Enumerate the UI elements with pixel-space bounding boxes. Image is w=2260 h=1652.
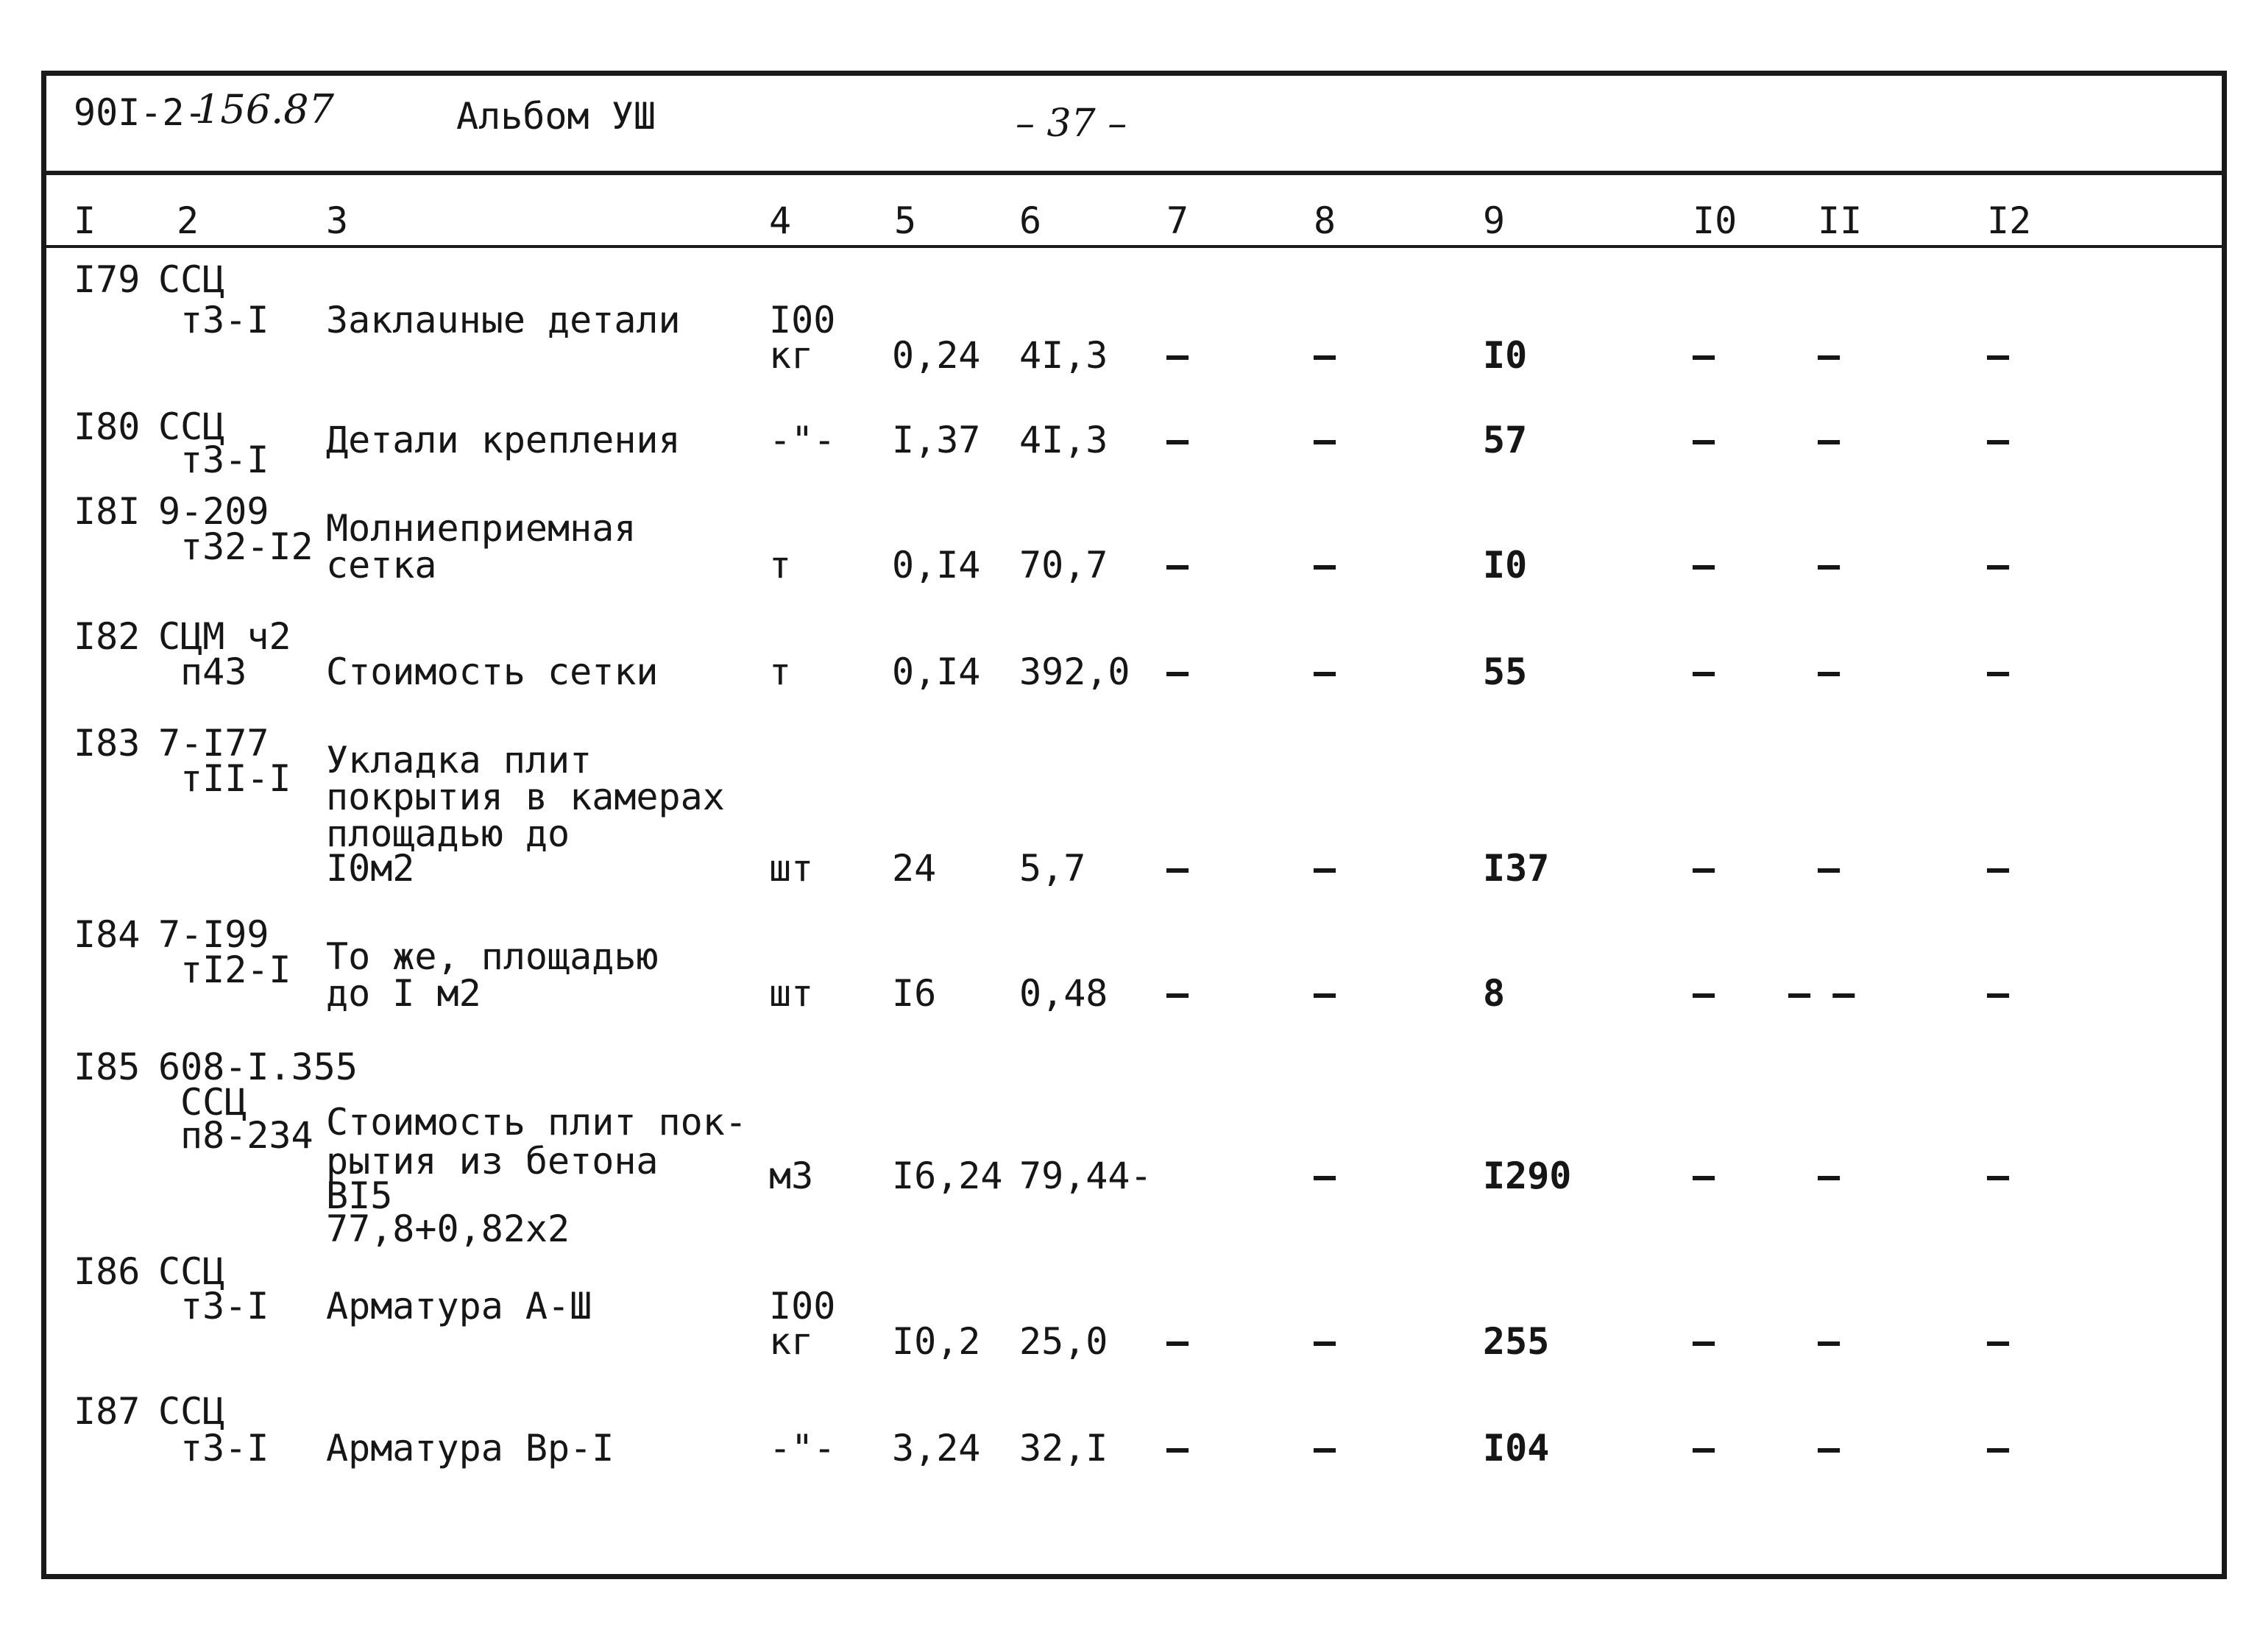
row-total: I0 [1483, 334, 1528, 377]
row-unit-line: т [769, 650, 792, 693]
row-quantity: I0,2 [892, 1320, 981, 1363]
row-col11: – [1818, 334, 1841, 377]
row-col10: – [1693, 544, 1715, 586]
row-code-line: тI2-I [180, 949, 291, 991]
column-header-5: 5 [894, 199, 917, 242]
row-total: I04 [1483, 1427, 1550, 1470]
row-unit-line: -"- [769, 419, 836, 461]
row-col12: – [1987, 1155, 2010, 1197]
row-quantity: 3,24 [892, 1427, 981, 1470]
row-code-line: т3-I [180, 1427, 269, 1470]
row-price: 79,44- [1019, 1155, 1152, 1197]
row-col7: – [1166, 544, 1189, 586]
row-unit-line: кг [769, 1320, 814, 1363]
doc-code-printed: 90I-2- [74, 91, 207, 134]
row-name-line: I0м2 [326, 847, 415, 890]
row-price: 392,0 [1019, 650, 1130, 693]
row-col7: – [1166, 972, 1189, 1015]
row-code-line: ССЦ [180, 1081, 247, 1124]
row-col12: – [1987, 972, 2010, 1015]
row-price: 4I,3 [1019, 419, 1108, 461]
row-name-line: сетка [326, 544, 437, 586]
row-col8: – [1314, 650, 1336, 693]
row-unit-line: шт [769, 972, 814, 1015]
row-name-line: до I м2 [326, 972, 481, 1015]
row-code-line: п8-234 [180, 1114, 314, 1157]
row-price: 70,7 [1019, 544, 1108, 586]
page-number: – 37 – [1016, 102, 1127, 146]
row-col12: – [1987, 544, 2010, 586]
row-code-line: ССЦ [158, 405, 225, 448]
row-quantity: 0,I4 [892, 650, 981, 693]
row-col11: – [1818, 419, 1841, 461]
row-col11: – – [1788, 972, 1855, 1015]
row-quantity: I,37 [892, 419, 981, 461]
row-col10: – [1693, 419, 1715, 461]
row-name-line: Молниеприемная [326, 507, 637, 550]
row-col7: – [1166, 847, 1189, 890]
row-col10: – [1693, 1320, 1715, 1363]
row-code-line: 7-I99 [158, 913, 269, 956]
column-header-2: 2 [177, 199, 199, 242]
row-code-line: 9-209 [158, 490, 269, 533]
column-header-1: I [74, 199, 96, 242]
doc-code-handwritten: 156.87 [195, 86, 334, 132]
row-col12: – [1987, 847, 2010, 890]
row-total: 8 [1483, 972, 1506, 1015]
row-number: I85 [74, 1046, 141, 1088]
row-unit-line: -"- [769, 1427, 836, 1470]
row-name-line: Стоимость сетки [326, 650, 659, 693]
row-total: I0 [1483, 544, 1528, 586]
row-unit-line: I00 [769, 1285, 836, 1327]
header-rule [41, 171, 2227, 175]
row-total: 55 [1483, 650, 1528, 693]
row-name-line: То же, площадью [326, 935, 659, 978]
row-col12: – [1987, 334, 2010, 377]
column-header-7: 7 [1166, 199, 1189, 242]
row-code-line: ССЦ [158, 258, 225, 301]
row-code-line: т3-I [180, 1285, 269, 1327]
row-col8: – [1314, 419, 1336, 461]
row-col10: – [1693, 334, 1715, 377]
row-number: I86 [74, 1250, 141, 1293]
album-label: Альбом УШ [456, 95, 656, 138]
column-header-9: 9 [1483, 199, 1506, 242]
row-price: 4I,3 [1019, 334, 1108, 377]
row-unit-line: м3 [769, 1155, 814, 1197]
column-header-12: I2 [1987, 199, 2032, 242]
row-name-line: Арматура А-Ш [326, 1285, 592, 1327]
row-name-line: 77,8+0,82х2 [326, 1208, 570, 1250]
row-name-line: Стоимость плит пок- [326, 1101, 747, 1144]
row-price: 5,7 [1019, 847, 1086, 890]
row-name-line: Детали крепления [326, 419, 681, 461]
row-code-line: т32-I2 [180, 525, 314, 568]
column-header-rule [41, 245, 2227, 248]
column-header-10: I0 [1693, 199, 1737, 242]
row-code-line: 7-I77 [158, 722, 269, 765]
row-col8: – [1314, 972, 1336, 1015]
row-col12: – [1987, 1320, 2010, 1363]
row-name-line: Арматура Вр-I [326, 1427, 614, 1470]
row-col10: – [1693, 1427, 1715, 1470]
row-col12: – [1987, 419, 2010, 461]
row-col8: – [1314, 334, 1336, 377]
row-col10: – [1693, 847, 1715, 890]
row-number: I87 [74, 1390, 141, 1433]
row-unit-line: кг [769, 334, 814, 377]
row-unit-line: шт [769, 847, 814, 890]
row-name-line: площадью до [326, 812, 570, 855]
row-price: 32,I [1019, 1427, 1108, 1470]
row-code-line: т3-I [180, 439, 269, 481]
row-col8: – [1314, 1320, 1336, 1363]
row-col11: – [1818, 1155, 1841, 1197]
row-code-line: т3-I [180, 299, 269, 341]
column-header-4: 4 [769, 199, 792, 242]
row-col8: – [1314, 1427, 1336, 1470]
row-col11: – [1818, 1427, 1841, 1470]
row-quantity: I6 [892, 972, 937, 1015]
row-name-line: ВI5 [326, 1174, 393, 1217]
row-name-line: Заклаuные детали [326, 299, 681, 341]
row-code-line: СЦМ ч2 [158, 615, 291, 658]
row-name-line: покрытия в камерах [326, 776, 725, 818]
row-code-line: 608-I.355 [158, 1046, 358, 1088]
row-quantity: 0,24 [892, 334, 981, 377]
row-col8: – [1314, 847, 1336, 890]
row-number: I83 [74, 722, 141, 765]
column-header-3: 3 [326, 199, 349, 242]
row-code-line: ССЦ [158, 1390, 225, 1433]
row-col7: – [1166, 419, 1189, 461]
row-name-line: рытия из бетона [326, 1140, 659, 1183]
row-col11: – [1818, 544, 1841, 586]
row-col7: – [1166, 650, 1189, 693]
row-number: I80 [74, 405, 141, 448]
row-unit-line: I00 [769, 299, 836, 341]
row-price: 25,0 [1019, 1320, 1108, 1363]
row-col11: – [1818, 847, 1841, 890]
row-total: 57 [1483, 419, 1528, 461]
row-number: I8I [74, 490, 141, 533]
row-name-line: Укладка плит [326, 739, 592, 781]
row-unit-line: т [769, 544, 792, 586]
row-col10: – [1693, 972, 1715, 1015]
row-quantity: I6,24 [892, 1155, 1003, 1197]
row-col10: – [1693, 1155, 1715, 1197]
row-number: I79 [74, 258, 141, 301]
row-col8: – [1314, 1155, 1336, 1197]
row-col12: – [1987, 650, 2010, 693]
column-header-8: 8 [1314, 199, 1336, 242]
row-price: 0,48 [1019, 972, 1108, 1015]
row-col12: – [1987, 1427, 2010, 1470]
row-col11: – [1818, 650, 1841, 693]
row-total: I290 [1483, 1155, 1572, 1197]
row-col10: – [1693, 650, 1715, 693]
row-code-line: тII-I [180, 757, 291, 800]
row-col8: – [1314, 544, 1336, 586]
row-total: 255 [1483, 1320, 1550, 1363]
row-code-line: ССЦ [158, 1250, 225, 1293]
row-col7: – [1166, 1427, 1189, 1470]
row-number: I82 [74, 615, 141, 658]
row-number: I84 [74, 913, 141, 956]
column-header-6: 6 [1019, 199, 1042, 242]
column-header-11: II [1818, 199, 1863, 242]
row-col7: – [1166, 334, 1189, 377]
row-quantity: 24 [892, 847, 937, 890]
row-col7: – [1166, 1320, 1189, 1363]
row-quantity: 0,I4 [892, 544, 981, 586]
row-total: I37 [1483, 847, 1550, 890]
row-code-line: п43 [180, 650, 247, 693]
row-col11: – [1818, 1320, 1841, 1363]
